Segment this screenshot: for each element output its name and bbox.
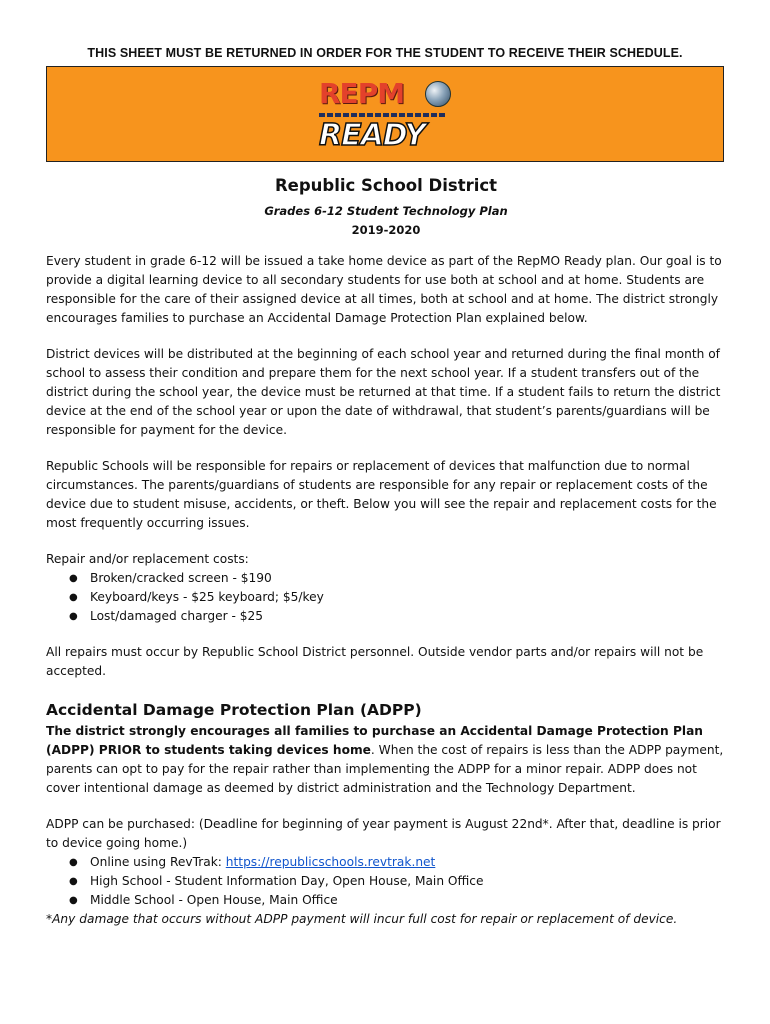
distribution-paragraph: District devices will be distributed at the beginning of each school year and returned during the final month of school to assess their condition and prepare them for the next school year. If a student transfers out of the district during the school year, the device must be returned at that time. If a student fails to return the district device at the end of the school year or upon the date of withdrawal, that student’s parents/guardians will be responsible for payment for the device.	[46, 347, 721, 437]
revtrak-link[interactable]: https://republicschools.revtrak.net	[225, 855, 436, 869]
adpp-heading: Accidental Damage Protection Plan (ADPP)	[46, 701, 422, 719]
document-body	[46, 172, 726, 929]
repairs-note: All repairs must occur by Republic School District personnel. Outside vendor parts and/or repairs will not be accepted.	[46, 645, 704, 678]
cost-item-keyboard: ● Keyboard/keys - $25 keyboard; $5/key	[90, 588, 726, 607]
cost-item-charger: ● Lost/damaged charger - $25	[90, 607, 726, 626]
responsibility-paragraph: Republic Schools will be responsible for repairs or replacement of devices that malfunction due to normal circumstances. The parents/guardians of students are responsible for any repair or replacement costs of the device due to student misuse, accidents, or theft. Below you will see the repair and replacement costs for the most frequently occurring issues.	[46, 459, 717, 530]
adpp-body: . When the cost of repairs is less than the ADPP payment, parents can opt to pay for the repair rather than implementing the ADPP for a minor repair. ADPP does not cover intentional damage as deemed by district administration and the Technology Department.	[46, 743, 724, 795]
header-banner	[46, 66, 724, 162]
costs-list	[46, 569, 726, 626]
return-notice: THIS SHEET MUST BE RETURNED IN ORDER FOR THE STUDENT TO RECEIVE THEIR SCHEDULE.	[87, 46, 683, 60]
adpp-paragraph	[46, 722, 726, 798]
costs-label: Repair and/or replacement costs:	[46, 552, 249, 566]
cost-item-screen: ● Broken/cracked screen - $190	[90, 569, 726, 588]
document-subtitle: Grades 6-12 Student Technology Plan	[264, 204, 508, 218]
intro-paragraph: Every student in grade 6-12 will be issued a take home device as part of the RepMO Ready plan. Our goal is to provide a digital learning device to all secondary students for use both at school and at home. Students are responsible for the care of their assigned device at all times, both at school and at home. The district strongly encourages families to purchase an Accidental Damage Protection Plan explained below.	[46, 254, 722, 325]
logo-text-top: REPM	[319, 77, 405, 110]
globe-icon	[425, 81, 451, 107]
footnote: *Any damage that occurs without ADPP payment will incur full cost for repair or replacement of device.	[46, 912, 678, 926]
purchase-text: ADPP can be purchased: (Deadline for beginning of year payment is August 22nd*. After that, deadline is prior to device going home.)	[46, 817, 721, 850]
document-title: Republic School District	[274, 176, 498, 195]
purchase-option-high-school: ● High School - Student Information Day, Open House, Main Office	[90, 872, 726, 891]
logo-strip	[319, 113, 447, 117]
adpp-bold-intro: The district strongly encourages all families to purchase an Accidental Damage Protection Plan (ADPP) PRIOR to students taking devices home	[46, 724, 703, 757]
school-year: 2019-2020	[351, 223, 421, 237]
purchase-option-online	[90, 853, 726, 872]
online-label: Online using RevTrak:	[90, 855, 226, 869]
purchase-option-middle-school: ● Middle School - Open House, Main Office	[90, 891, 726, 910]
logo-text-bottom: READY	[319, 118, 426, 153]
repmo-ready-logo	[319, 79, 453, 155]
purchase-options-list	[46, 853, 726, 910]
